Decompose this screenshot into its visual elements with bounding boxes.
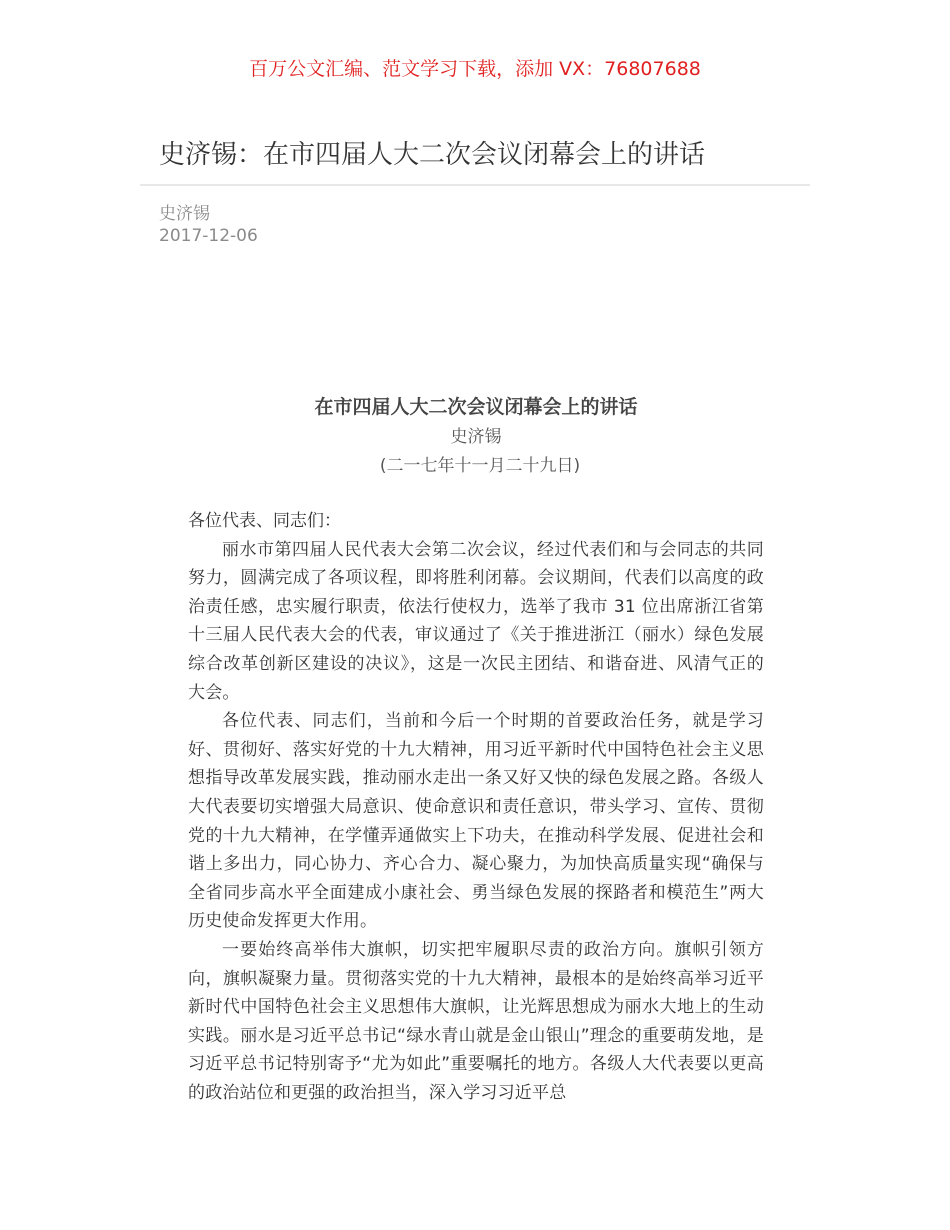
document-body xyxy=(188,391,764,1107)
article-meta xyxy=(159,203,258,247)
paragraph-1: 丽水市第四届人民代表大会第二次会议，经过代表们和与会同志的共同努力，圆满完成了各项议程，即将胜利闭幕。会议期间，代表们以高度的政治责任感，忠实履行职责，依法行使权力，选举了我市 31 位出席浙江省第十三届人民代表大会的代表，审议通过了《关于推进浙江（丽水）绿色发展综合改革创新区建设的决议》，这是一次民主团结、和谐奋进、风清气正的大会。 xyxy=(188,539,764,703)
page-title: 史济锡：在市四届人大二次会议闭幕会上的讲话 xyxy=(159,140,706,170)
title-divider xyxy=(140,184,810,186)
salutation: 各位代表、同志们： xyxy=(188,511,341,531)
paragraph-2: 各位代表、同志们，当前和今后一个时期的首要政治任务，就是学习好、贯彻好、落实好党的十九大精神，用习近平新时代中国特色社会主义思想指导改革发展实践，推动丽水走出一条又好又快的绿色发展之路。各级人大代表要切实增强大局意识、使命意识和责任意识，带头学习、宣传、贯彻党的十九大精神，在学懂弄通做实上下功夫，在推动科学发展、促进社会和谐上多出力，同心协力、齐心合力、凝心聚力，为加快高质量实现“确保与全省同步高水平全面建成小康社会、勇当绿色发展的探路者和模范生”两大历史使命发挥更大作用。 xyxy=(188,711,764,932)
meta-author: 史济锡 xyxy=(159,204,210,224)
paragraph-3: 一要始终高举伟大旗帜，切实把牢履职尽责的政治方向。旗帜引领方向，旗帜凝聚力量。贯彻落实党的十九大精神，最根本的是始终高举习近平新时代中国特色社会主义思想伟大旗帜，让光辉思想成为丽水大地上的生动实践。丽水是习近平总书记“绿水青山就是金山银山”理念的重要萌发地，是习近平总书记特别寄予“尤为如此”重要嘱托的地方。各级人大代表要以更高的政治站位和更强的政治担当，深入学习习近平总 xyxy=(188,939,764,1103)
document-author: 史济锡 xyxy=(450,427,502,447)
document-date: (二一七年十一月二十九日) xyxy=(379,456,581,476)
meta-date: 2017-12-06 xyxy=(159,226,258,246)
promo-banner: 百万公文汇编、范文学习下载，添加 VX：76807688 xyxy=(249,58,701,80)
document-title: 在市四届人大二次会议闭幕会上的讲话 xyxy=(314,396,638,418)
